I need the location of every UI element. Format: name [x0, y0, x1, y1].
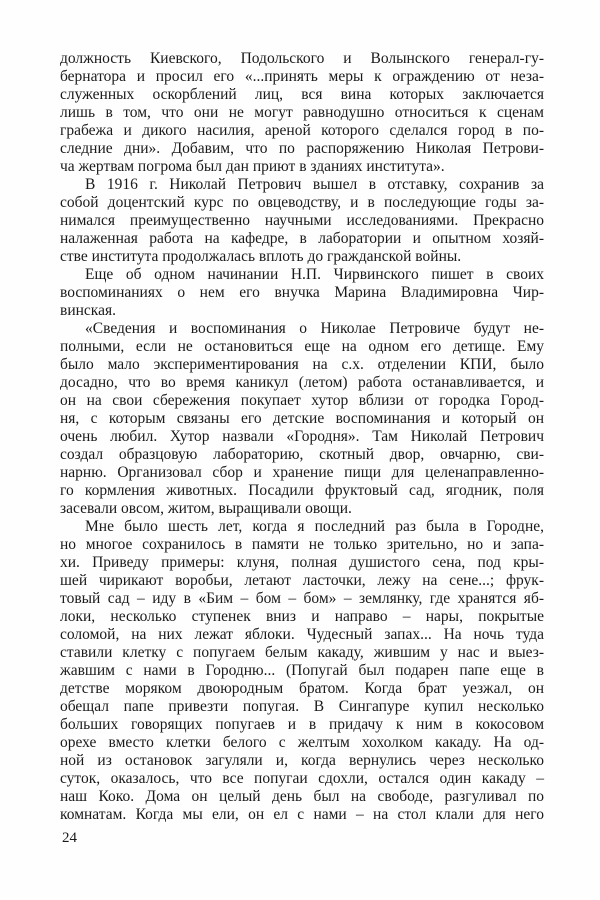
text-line: наш Коко. Дома он целый день был на свободе, разгуливал по — [60, 788, 544, 805]
text-line: нарню. Организовал сбор и хранение пищи для целенаправленно- — [60, 464, 544, 481]
text-line: жавшим с нами в Городню... (Попугай был подарен папе еще в — [60, 662, 544, 679]
paragraph — [60, 266, 544, 320]
text-line: соломой, на них лежат яблоки. Чудесный запах... На ночь туда — [60, 626, 544, 643]
text-line: локи, несколько ступенек вниз и направо – нары, покрытые — [60, 608, 544, 625]
text-line: воспоминаниях о нем его внучка Марина Владимировна Чир- — [60, 284, 544, 301]
text-line: он на свои сбережения покупает хутор вблизи от городка Город- — [60, 392, 544, 409]
text-line: нимался преимущественно научными исследованиями. Прекрасно — [60, 212, 544, 229]
page-number: 24 — [62, 830, 77, 846]
text-line: грабежа и дикого насилия, ареной которого сделался город в по- — [60, 122, 544, 139]
text-line: создал образцовую лабораторию, скотный двор, овчарню, сви- — [60, 446, 544, 463]
text-line: следние дни». Добавим, что по распоряжению Николая Петрови- — [60, 140, 544, 157]
text-line: суток, оказалось, что все попугаи сдохли, остался один какаду – — [60, 770, 544, 787]
text-line: ной из остановок загуляли и, когда вернулись через несколько — [60, 752, 544, 769]
text-line: налаженная работа на кафедре, в лаборатории и опытном хозяй- — [60, 230, 544, 247]
paragraph — [60, 518, 544, 824]
text-line: собой доцентский курс по овцеводству, и в последующие годы за- — [60, 194, 544, 211]
text-line: орехе вместо клетки белого с желтым хохолком какаду. На од- — [60, 734, 544, 751]
text-line: «Сведения и воспоминания о Николае Петровиче будут не- — [85, 320, 544, 337]
text-line: Еще об одном начинании Н.П. Чирвинского пишет в своих — [85, 266, 544, 283]
text-line: детстве моряком двоюродным братом. Когда брат уезжал, он — [60, 680, 544, 697]
text-line: досадно, что во время каникул (летом) работа останавливается, и — [60, 374, 544, 391]
text-line: Мне было шесть лет, когда я последний раз была в Городне, — [85, 518, 544, 535]
text-line: В 1916 г. Николай Петрович вышел в отставку, сохранив за — [85, 176, 544, 193]
text-line: ня, с которым связаны его детские воспоминания и который он — [60, 410, 544, 427]
text-line: полными, если не остановиться еще на одном его детище. Ему — [60, 338, 544, 355]
text-line: очень любил. Хутор назвали «Городня». Там Николай Петрович — [60, 428, 544, 445]
paragraph — [60, 320, 544, 518]
text-line: товый сад – иду в «Бим – бом – бом» – землянку, где хранятся яб- — [60, 590, 544, 607]
text-line: бернатора и просил его «...принять меры к ограждению от неза- — [60, 68, 544, 85]
text-line: ча жертвам погрома был дан приют в зданиях института». — [60, 158, 445, 175]
text-line: комнатам. Когда мы ели, он ел с нами – на стол клали для него — [60, 806, 544, 823]
text-line: шей чирикают воробьи, летают ласточки, лежу на сене...; фрук- — [60, 572, 544, 589]
text-line: ставили клетку с попугаем белым какаду, жившим у нас и выез- — [60, 644, 544, 661]
text-line: го кормления животных. Посадили фруктовый сад, ягодник, поля — [60, 482, 544, 499]
text-line: засевали овсом, житом, выращивали овощи. — [60, 500, 352, 517]
paragraph — [60, 50, 544, 176]
text-line: обещал папе привезти попугая. В Сингапуре купил несколько — [60, 698, 544, 715]
text-line: винская. — [60, 302, 116, 319]
text-line: было мало экспериментирования на с.х. отделении КПИ, было — [60, 356, 544, 373]
text-line: лишь в том, что они не могут равнодушно относиться к сценам — [60, 104, 544, 121]
text-line: служенных оскорблений лиц, вся вина которых заключается — [60, 86, 544, 103]
text-line: должность Киевского, Подольского и Волынского генерал-гу- — [60, 50, 544, 67]
text-line: больших говорящих попугаев и в придачу к ним в кокосовом — [60, 716, 544, 733]
text-line: хи. Приведу примеры: клуня, полная душистого сена, под кры- — [60, 554, 544, 571]
text-line: стве института продолжалась вплоть до гражданской войны. — [60, 248, 462, 265]
text-line: но многое сохранилось в памяти не только зрительно, но и запа- — [60, 536, 544, 553]
paragraph — [60, 176, 544, 266]
page-text — [60, 50, 544, 824]
